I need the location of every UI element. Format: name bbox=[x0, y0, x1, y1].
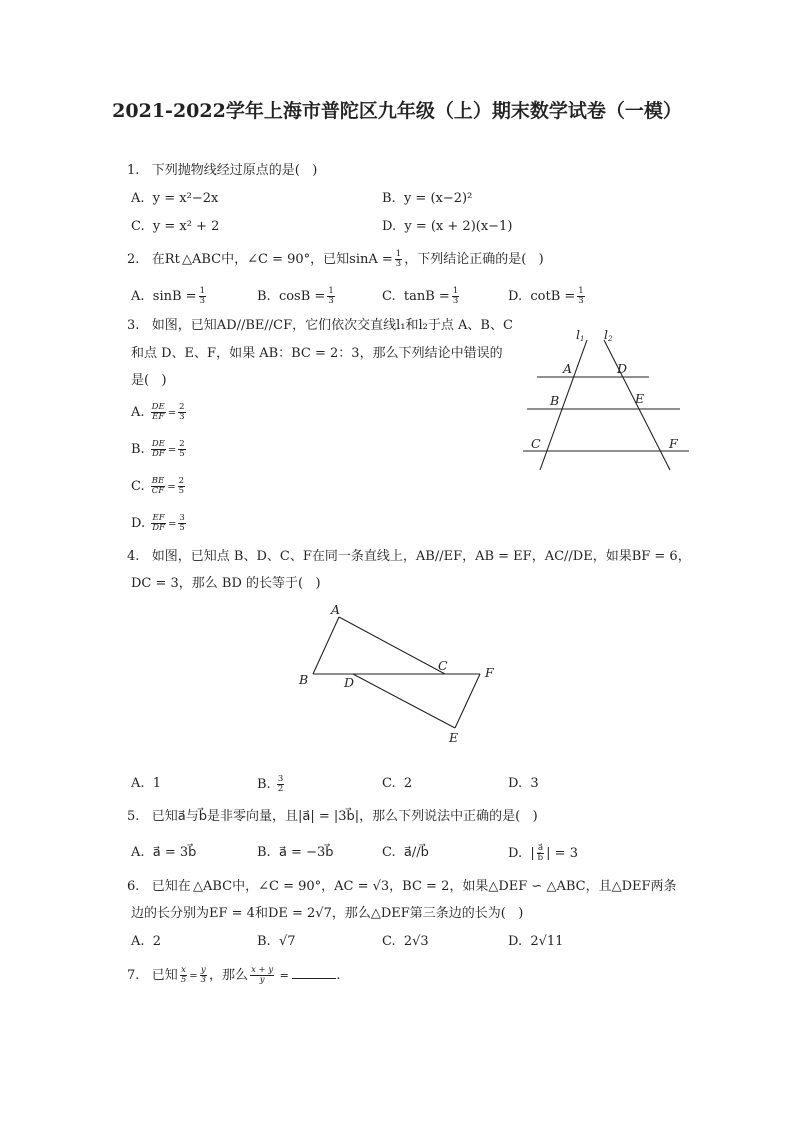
q6-option-d: D. 2√11 bbox=[508, 934, 564, 949]
q2-option-a-label: A. sinB = bbox=[131, 289, 197, 304]
q7-f3-den: y bbox=[259, 975, 265, 985]
label-b: B bbox=[299, 672, 309, 687]
q5-option-d-fraction bbox=[537, 844, 544, 863]
label-e: E bbox=[635, 391, 645, 406]
q7-stem bbox=[127, 966, 341, 986]
q2-a-num: 1 bbox=[199, 286, 205, 296]
q7-answer-blank[interactable] bbox=[292, 966, 336, 979]
q2-d-den: 3 bbox=[578, 296, 584, 306]
label-a: A bbox=[563, 361, 573, 376]
q5-option-a: A. a⃗ = 3b⃗ bbox=[131, 845, 197, 860]
q6-stem-line1: 6. 已知在 △ABC中，∠C = 90°，AC = √3，BC = 2，如果△DEF ∽ △ABC，且△DEF两条 bbox=[127, 879, 677, 894]
q2-b-den: 3 bbox=[328, 296, 334, 306]
q5-option-d bbox=[508, 844, 578, 863]
label-l2: l2 bbox=[604, 327, 613, 343]
q1-option-a: A. y = x²−2x bbox=[131, 191, 219, 206]
q3-option-b-label: B. bbox=[131, 442, 145, 457]
q2-stem-pre: 2. 在Rt △ABC中，∠C = 90°，已知sinA = bbox=[127, 252, 393, 267]
q2-a-den: 3 bbox=[199, 296, 205, 306]
q1-option-d: D. y = (x + 2)(x−1) bbox=[382, 219, 513, 234]
q2-stem-post: ，下列结论正确的是( ) bbox=[404, 252, 544, 267]
q3-c-vden: 5 bbox=[178, 486, 185, 496]
q2-option-c-label: C. tanB = bbox=[382, 289, 450, 304]
q3-a-den: EF bbox=[152, 412, 165, 422]
label-c: C bbox=[531, 436, 541, 451]
q1-option-c: C. y = x² + 2 bbox=[131, 219, 220, 234]
q4-option-b-fraction bbox=[277, 775, 284, 794]
line-ab bbox=[313, 617, 339, 674]
q4-option-b-label: B. bbox=[257, 777, 271, 792]
q3-option-b-fraction bbox=[151, 440, 166, 459]
q4-option-a: A. 1 bbox=[131, 776, 162, 791]
q3-option-a-value bbox=[178, 403, 185, 422]
q2-option-b-fraction bbox=[327, 287, 334, 306]
q5-option-d-pre: D. | bbox=[508, 846, 535, 861]
q3-option-a-label: A. bbox=[131, 405, 145, 420]
q3-option-b bbox=[131, 440, 188, 460]
q3-option-c-label: C. bbox=[131, 479, 145, 494]
q3-b-vden: 5 bbox=[179, 449, 185, 459]
q7-fraction-x bbox=[180, 966, 187, 985]
q4-option-d: D. 3 bbox=[508, 776, 539, 791]
q7-f3-num: x + y bbox=[251, 965, 274, 975]
q3-c-num: BE bbox=[151, 476, 165, 486]
q2-option-b bbox=[257, 287, 337, 306]
q4-stem-line2: DC = 3，那么 BD 的长等于( ) bbox=[131, 576, 321, 591]
q7-f1-den: 5 bbox=[180, 975, 187, 985]
q3-c-vnum: 2 bbox=[178, 476, 185, 486]
q3-stem-line1: 3. 如图，已知AD//BE//CF，它们依次交直线l₁和l₂于点 A、B、C bbox=[127, 318, 513, 333]
q3-option-c-fraction bbox=[151, 477, 165, 496]
q2-option-d-fraction bbox=[577, 287, 584, 306]
q2-option-c bbox=[382, 287, 461, 306]
label-e: E bbox=[449, 730, 459, 745]
q4-triangles-figure bbox=[295, 598, 505, 748]
label-b: B bbox=[550, 393, 560, 408]
q3-option-d bbox=[131, 514, 188, 534]
q2-den: 3 bbox=[395, 259, 402, 269]
q3-option-c-value bbox=[178, 477, 185, 496]
q4-b-den: 2 bbox=[277, 784, 284, 794]
equals-sign: = bbox=[167, 445, 177, 456]
equals-sign: = bbox=[167, 408, 177, 419]
q7-f2-num: y bbox=[200, 965, 206, 975]
label-d: D bbox=[617, 361, 628, 376]
line-de bbox=[353, 674, 455, 728]
label-f: F bbox=[669, 436, 678, 451]
q3-a-num: DE bbox=[151, 402, 165, 412]
page-title: 2021-2022学年上海市普陀区九年级（上）期末数学试卷（一模） bbox=[112, 100, 682, 122]
equals-sign: = bbox=[167, 519, 177, 530]
q7-f2-den: 3 bbox=[200, 975, 207, 985]
q3-stem-line2: 和点 D、E、F，如果 AB：BC = 2：3，那么下列结论中错误的 bbox=[131, 346, 503, 361]
label-l1: l1 bbox=[576, 327, 585, 343]
q7-fraction-sum bbox=[250, 966, 274, 985]
q3-d-num: EF bbox=[152, 513, 165, 523]
q7-mid: ，那么 bbox=[209, 968, 249, 983]
q3-option-d-label: D. bbox=[131, 516, 146, 531]
q3-a-vnum: 2 bbox=[179, 402, 185, 412]
q7-f1-num: x bbox=[181, 965, 186, 975]
q3-option-a bbox=[131, 403, 188, 423]
q7-pre: 7. 已知 bbox=[127, 968, 178, 983]
line-ac bbox=[339, 617, 445, 674]
q3-b-den: DF bbox=[151, 449, 165, 459]
q3-parallel-lines-figure bbox=[515, 322, 700, 480]
q3-d-den: DF bbox=[152, 523, 165, 533]
label-c: C bbox=[438, 658, 448, 673]
q2-d-num: 1 bbox=[578, 286, 584, 296]
q1-stem: 1. 下列抛物线经过原点的是( ) bbox=[127, 163, 318, 178]
q2-b-num: 1 bbox=[328, 286, 334, 296]
q7-post: . bbox=[336, 968, 341, 983]
q6-option-b: B. √7 bbox=[257, 934, 296, 949]
q2-option-a bbox=[131, 287, 208, 306]
equals-sign: = bbox=[276, 969, 293, 982]
q3-d-vden: 5 bbox=[179, 523, 185, 533]
q1-option-b: B. y = (x−2)² bbox=[382, 191, 473, 206]
equals-sign: = bbox=[189, 971, 198, 982]
q5-option-d-post: | = 3 bbox=[546, 846, 578, 861]
q6-option-c: C. 2√3 bbox=[382, 934, 429, 949]
q2-c-den: 3 bbox=[452, 296, 459, 306]
q4-stem-line1: 4. 如图，已知点 B、D、C、F在同一条直线上，AB//EF，AB = EF，AC//DE，如果BF = 6， bbox=[127, 549, 691, 564]
q3-option-a-fraction bbox=[151, 403, 166, 422]
label-a: A bbox=[331, 602, 341, 617]
q5-option-c: C. a⃗//b⃗ bbox=[382, 845, 429, 860]
q3-option-d-value bbox=[178, 514, 185, 533]
q7-fraction-y bbox=[200, 966, 207, 985]
q5-d-den: b⃗ bbox=[537, 853, 544, 863]
q3-option-b-value bbox=[178, 440, 185, 459]
q3-d-vnum: 3 bbox=[179, 513, 185, 523]
q6-stem-line2: 边的长分别为EF = 4和DE = 2√7，那么△DEF第三条边的长为( ) bbox=[131, 906, 524, 921]
q3-b-vnum: 2 bbox=[179, 439, 185, 449]
q3-option-c bbox=[131, 477, 187, 497]
q6-option-a: A. 2 bbox=[131, 934, 162, 949]
q2-option-d-label: D. cotB = bbox=[508, 289, 576, 304]
q3-b-num: DE bbox=[151, 439, 165, 449]
q5-d-num: a⃗ bbox=[537, 843, 544, 853]
q3-c-den: CF bbox=[151, 486, 165, 496]
q3-a-vden: 3 bbox=[179, 412, 185, 422]
q2-fraction bbox=[395, 250, 402, 269]
equals-sign: = bbox=[167, 482, 176, 493]
q2-c-num: 1 bbox=[452, 286, 459, 296]
label-f: F bbox=[485, 665, 494, 680]
q4-b-num: 3 bbox=[277, 774, 284, 784]
q2-option-a-fraction bbox=[199, 287, 206, 306]
q3-stem-line3: 是( ) bbox=[131, 373, 167, 388]
label-d: D bbox=[344, 675, 355, 690]
q5-option-b: B. a⃗ = −3b⃗ bbox=[257, 845, 334, 860]
q4-option-b bbox=[257, 775, 286, 794]
q2-option-d bbox=[508, 287, 587, 306]
q2-option-b-label: B. cosB = bbox=[257, 289, 326, 304]
q5-stem: 5. 已知a⃗与b⃗是非零向量，且|a⃗| = |3b⃗|，那么下列说法中正确的是( ) bbox=[127, 809, 538, 824]
q2-num: 1 bbox=[395, 249, 402, 259]
q4-option-c: C. 2 bbox=[382, 776, 413, 791]
q2-stem bbox=[127, 250, 544, 269]
line-ef bbox=[455, 674, 480, 728]
q3-option-d-fraction bbox=[151, 514, 166, 533]
q2-option-c-fraction bbox=[452, 287, 459, 306]
